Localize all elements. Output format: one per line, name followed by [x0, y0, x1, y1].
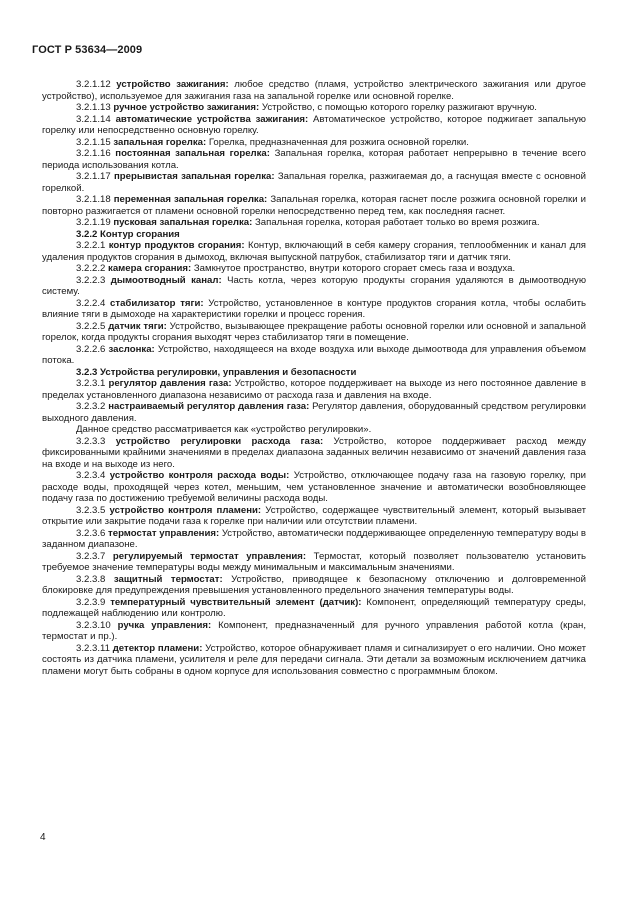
definition-paragraph [42, 643, 586, 678]
definition-paragraph [42, 528, 586, 551]
definition-text: Устройство, которое поддерживает расход между фиксированными крайними значениями в пределах диапазона заданных величин независимо от значений давления газа на входе и на выходе из него. [42, 435, 587, 470]
clause-number: 3.2.1.15 [76, 136, 111, 148]
definition-text: Запальная горелка, которая гаснет после розжига основной горелки и повторно разжигается от пламени основной горелки непосредственно перед тем, как последняя гаснет. [42, 194, 586, 217]
page-number: 4 [40, 832, 46, 843]
definition-paragraph [42, 424, 586, 436]
definition-paragraph [42, 298, 586, 321]
clause-number: 3.2.3.2 [76, 401, 106, 412]
clause-number: 3.2.3.5 [76, 504, 106, 516]
term-name: Устройства регулировки, управления и безопасности [100, 366, 357, 378]
document-header: ГОСТ Р 53634—2009 [32, 44, 143, 56]
definition-paragraph [42, 505, 586, 528]
definition-paragraph [42, 344, 586, 367]
clause-number: 3.2.1.14 [76, 113, 111, 125]
clause-number: 3.2.2 [76, 228, 98, 240]
term-name: Контур сгорания [100, 228, 180, 240]
term-name: запальная горелка: [113, 136, 207, 148]
term-name: заслонка: [108, 343, 155, 355]
term-name: детектор пламени: [112, 642, 203, 654]
clause-number: 3.2.3.9 [76, 596, 106, 608]
definition-paragraph [42, 470, 586, 505]
clause-number: 3.2.3.10 [76, 619, 111, 631]
definition-text: Регулятор давления, оборудованный средством регулировки выходного давления. [42, 401, 586, 424]
definition-paragraph [42, 240, 586, 263]
term-name: переменная запальная горелка: [113, 194, 268, 205]
document-body [42, 79, 586, 677]
clause-number: 3.2.2.3 [76, 274, 106, 286]
clause-number: 3.2.1.19 [76, 217, 111, 228]
term-name: стабилизатор тяги: [110, 297, 204, 309]
definition-text: Часть котла, через которую продукты сгорания удаляются в дымоотводную систему. [42, 274, 587, 297]
clause-number: 3.2.3.7 [76, 550, 106, 562]
definition-paragraph [42, 321, 586, 344]
definition-text: Данное средство рассматривается как «устройство регулировки». [76, 424, 372, 435]
term-name: автоматические устройства зажигания: [115, 113, 309, 125]
term-name: ручное устройство зажигания: [113, 102, 260, 113]
definition-paragraph [42, 114, 586, 137]
definition-text: Устройство, которое обнаруживает пламя и сигнализирует о его наличии. Оно может состоять из датчика пламени, усилителя и реле для передачи сигнала. Эти детали за возможным исключением датчика пламени могут быть собраны в одном корпусе для использования совместно с программным блоком. [42, 642, 587, 677]
clause-number: 3.2.3.4 [76, 470, 106, 481]
term-name: дымоотводный канал: [110, 274, 222, 286]
definition-text: Устройство, содержащее чувствительный элемент, который вызывает открытие или закрытие подачи газа к горелке при наличии или отсутствии пламени. [42, 504, 586, 527]
definition-paragraph [42, 171, 586, 194]
definition-text: Автоматическое устройство, которое поджигает запальную горелку или непосредственно основную горелку. [42, 113, 586, 136]
definition-paragraph [42, 551, 586, 574]
definition-text: Устройство, автоматически поддерживающее определенную температуру воды в заданном диапазоне. [42, 527, 587, 550]
clause-number: 3.2.2.2 [76, 263, 106, 274]
term-name: устройство зажигания: [116, 79, 229, 90]
term-name: камера сгорания: [108, 263, 192, 274]
definition-paragraph [42, 378, 586, 401]
section-heading [42, 229, 586, 241]
clause-number: 3.2.2.5 [76, 320, 106, 332]
definition-text: Устройство, которое поддерживает на выходе из него постоянное давление в пределах установленного диапазона независимо от расхода газа и давления на входе. [42, 378, 586, 401]
term-name: контур продуктов сгорания: [108, 240, 245, 251]
term-name: устройство контроля пламени: [109, 504, 262, 516]
definition-text: Компонент, определяющий температуру среды, подлежащей наблюдению или контролю. [42, 596, 586, 619]
definition-text: Горелка, предназначенная для розжига основной горелки. [206, 136, 469, 148]
definition-text: Запальная горелка, которая работает непрерывно в течение всего периода использования котла. [42, 148, 586, 171]
definition-text: Устройство, установленное в контуре продуктов сгорания котла, чтобы ослабить влияние тяги в дымоходе на характеристики горелки и процесс горения. [42, 297, 586, 320]
definition-paragraph [42, 436, 586, 471]
clause-number: 3.2.2.1 [76, 240, 106, 251]
definition-text: Термостат, который позволяет пользователю установить требуемое значение температуры воды между минимальным и максимальным значениями. [42, 550, 586, 573]
clause-number: 3.2.3.3 [76, 435, 106, 447]
term-name: температурный чувствительный элемент (датчик): [110, 596, 362, 608]
definition-text: Устройство, с помощью которого горелку разжигают вручную. [259, 102, 537, 113]
term-name: защитный термостат: [113, 573, 223, 585]
definition-paragraph [42, 102, 586, 114]
clause-number: 3.2.3.6 [76, 527, 106, 539]
term-name: регулятор давления газа: [108, 378, 232, 389]
term-name: устройство контроля расхода воды: [109, 470, 290, 481]
definition-text: Устройство, отключающее подачу газа на газовую горелку, при расходе воды, проходящей через котел, меньшим, чем установленное значение и автоматически возобновляющее подачу газа по достижению требуемой величины расхода воды. [42, 470, 586, 504]
term-name: устройство регулировки расхода газа: [115, 435, 324, 447]
definition-text: Устройство, вызывающее прекращение работы основной горелки или основной и запальной горелок, когда продукты сгорания выходят через стабилизатор тяги в помещение. [42, 320, 586, 343]
definition-paragraph [42, 194, 586, 217]
clause-number: 3.2.1.16 [76, 148, 111, 159]
section-heading [42, 367, 586, 379]
clause-number: 3.2.2.6 [76, 343, 106, 355]
term-name: датчик тяги: [108, 320, 167, 332]
clause-number: 3.2.1.17 [76, 171, 111, 182]
clause-number: 3.2.3 [76, 366, 98, 378]
clause-number: 3.2.2.4 [76, 297, 106, 309]
definition-paragraph [42, 597, 586, 620]
term-name: регулируемый термостат управления: [112, 550, 307, 562]
definition-paragraph [42, 79, 586, 102]
definition-paragraph [42, 148, 586, 171]
definition-paragraph [42, 275, 586, 298]
definition-paragraph [42, 217, 586, 229]
clause-number: 3.2.1.18 [76, 194, 111, 205]
term-name: пусковая запальная горелка: [113, 217, 253, 228]
clause-number: 3.2.3.11 [76, 642, 110, 654]
definition-text: Контур, включающий в себя камеру сгорания, теплообменник и канал для удаления продуктов сгорания в дымоход, включая выпускной патрубок, стабилизатор тяги и датчик тяги. [42, 240, 587, 263]
term-name: настраиваемый регулятор давления газа: [108, 401, 310, 412]
definition-paragraph [42, 263, 586, 275]
clause-number: 3.2.3.1 [76, 378, 106, 389]
term-name: прерывистая запальная горелка: [113, 171, 275, 182]
definition-paragraph [42, 137, 586, 149]
definition-paragraph [42, 574, 586, 597]
clause-number: 3.2.1.13 [76, 102, 111, 113]
definition-text: Замкнутое пространство, внутри которого сгорает смесь газа и воздуха. [191, 263, 516, 274]
definition-text: Устройство, приводящее к безопасному отключению и долговременной блокировке для предупреждения превышения установленного предельного значения температуры воды. [42, 573, 586, 596]
definition-text: Запальная горелка, которая работает только во время розжига. [252, 217, 540, 228]
term-name: термостат управления: [108, 527, 220, 539]
definition-paragraph [42, 401, 586, 424]
definition-text: любое средство (пламя, устройство электрического зажигания или другое устройство), используемое для зажигания газа на запальной горелке или основной горелке. [42, 79, 586, 102]
clause-number: 3.2.1.12 [76, 79, 111, 90]
clause-number: 3.2.3.8 [76, 573, 106, 585]
term-name: постоянная запальная горелка: [115, 148, 270, 159]
definition-text: Компонент, предназначенный для ручного управления работой котла (кран, термостат и пр.). [42, 619, 586, 642]
term-name: ручка управления: [117, 619, 212, 631]
definition-text: Устройство, находящееся на входе воздуха или выходе дымоотвода для управления объемом потока. [42, 343, 587, 366]
definition-text: Запальная горелка, разжигаемая до, а гаснущая вместе с основной горелкой. [42, 171, 586, 194]
definition-paragraph [42, 620, 586, 643]
